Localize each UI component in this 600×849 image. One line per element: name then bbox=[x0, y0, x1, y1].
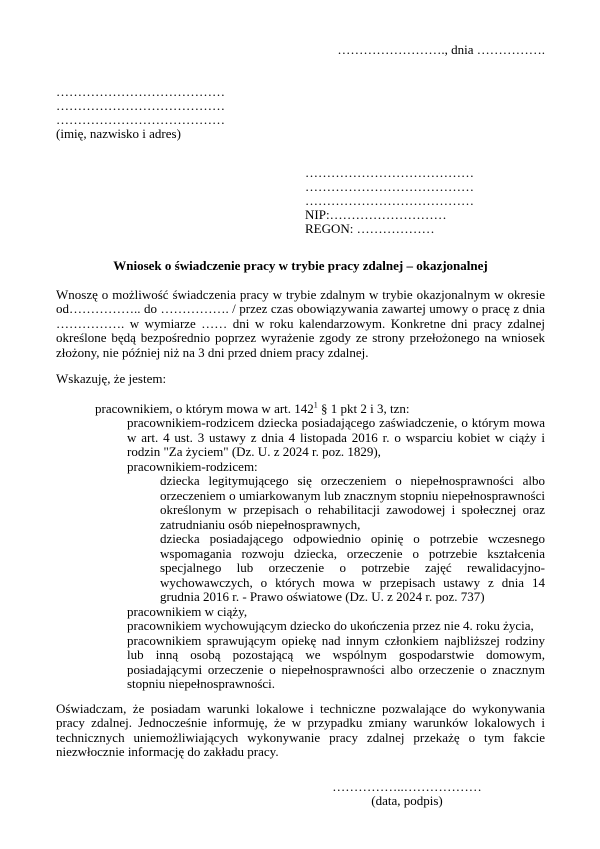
list-item: dziecka legitymującego się orzeczeniem o niepełnosprawności albo orzeczeniem o umiarkowanym lub znacznym stopniu niepełnosprawności określonym w przepisach o rehabilitacji zawodowej i społecznej oraz zatrudnianiu osób niepełnosprawnych, bbox=[160, 473, 545, 532]
nip-line bbox=[305, 208, 474, 222]
list-item: dziecka posiadającego odpowiednio opinię o potrzebie wczesnego wspomagania rozwoju dziecka, orzeczenie o potrzebie kształcenia specjalnego lub orzeczenie o potrzebie zajęć rewalidacyjno-wychowawczych, o których mowa w przepisach ustawy z dnia 14 grudnia 2016 r. - Prawo oświatowe (Dz. U. z 2024 r. poz. 737) bbox=[160, 531, 545, 604]
signature-line: ……………..……………… bbox=[332, 778, 482, 794]
employer-block bbox=[305, 166, 474, 236]
list-item-employee-suffix: § 1 pkt 2 i 3, tzn: bbox=[317, 400, 410, 416]
employer-blank-line-1: ………………………………… bbox=[305, 165, 474, 180]
document-body bbox=[56, 259, 545, 809]
place-date-line: ……………………., dnia ……………. bbox=[337, 42, 545, 57]
list-item: pracownikiem w ciąży, bbox=[127, 603, 248, 619]
request-paragraph: Wnoszę o możliwość świadczenia pracy w trybie zdalnym w trybie okazjonalnym w okresie od…………….. do ……………. / przez czas obowiązywania zawartej umowy o pracę z dnia ……………. w wymiarze …… dni w roku kalendarzowym. Konkretne dni pracy zdalnej określone będą bezpośrednio poprzez wyrażenie zgody ze strony przełożonego na wniosek złożony, nie później niż na 3 dni przed dniem pracy zdalnej. bbox=[56, 286, 545, 360]
document-title: Wniosek o świadczenie pracy w trybie pracy zdalnej – okazjonalnej bbox=[113, 258, 488, 273]
nip-blank: ……………………… bbox=[329, 207, 447, 222]
regon-blank: ……………… bbox=[356, 221, 435, 236]
list-item: pracownikiem sprawującym opiekę nad innym członkiem najbliższej rodziny lub inną osobą pozostającą we wspólnym gospodarstwie domowym, posiadającymi orzeczenie o niepełnosprawności albo orzeczenie o znacznym stopniu niepełnosprawności. bbox=[127, 632, 545, 691]
employer-blank-line-3: ………………………………… bbox=[305, 193, 474, 208]
applicant-blank-line-1: ………………………………… bbox=[56, 84, 225, 99]
applicant-blank-line-3: ………………………………… bbox=[56, 112, 225, 127]
list-item: pracownikiem wychowującym dziecko do ukończenia przez nie 4. roku życia, bbox=[127, 618, 534, 633]
list-item: pracownikiem-rodzicem dziecka posiadającego zaświadczenie, o którym mowa w art. 4 ust. 3 ustawy z dnia 4 listopada 2016 r. o wsparciu kobiet w ciąży i rodzin "Za życiem" (Dz. U. z 2024 r. poz. 1829), bbox=[127, 415, 545, 459]
applicant-caption: (imię, nazwisko i adres) bbox=[56, 126, 181, 141]
statement-paragraph: Oświadczam, że posiadam warunki lokalowe i techniczne pozwalające do wykonywania pracy zdalnej. Jednocześnie informuję, że w przypadku zmiany warunków lokalowych i technicznych uniemożliwiających wykonywanie pracy zdalnej przekażę o tym fakcie niezwłocznie informację do zakładu pracy. bbox=[56, 700, 545, 759]
list-item-employee bbox=[95, 402, 545, 417]
regon-line bbox=[305, 222, 474, 236]
applicant-blank-line-2: ………………………………… bbox=[56, 98, 225, 113]
applicant-block bbox=[56, 85, 225, 141]
employer-blank-line-2: ………………………………… bbox=[305, 179, 474, 194]
signature-caption: (data, podpis) bbox=[371, 793, 443, 808]
list-item: pracownikiem-rodzicem: bbox=[127, 458, 258, 474]
list-intro: Wskazuję, że jestem: bbox=[56, 371, 167, 386]
list-item-employee-prefix: pracownikiem, o którym mowa w art. 142 bbox=[95, 400, 314, 416]
footnote-superscript: 1 bbox=[313, 400, 318, 410]
nip-label: NIP: bbox=[305, 207, 330, 222]
signature-block bbox=[307, 780, 507, 809]
regon-label: REGON: bbox=[305, 221, 357, 236]
